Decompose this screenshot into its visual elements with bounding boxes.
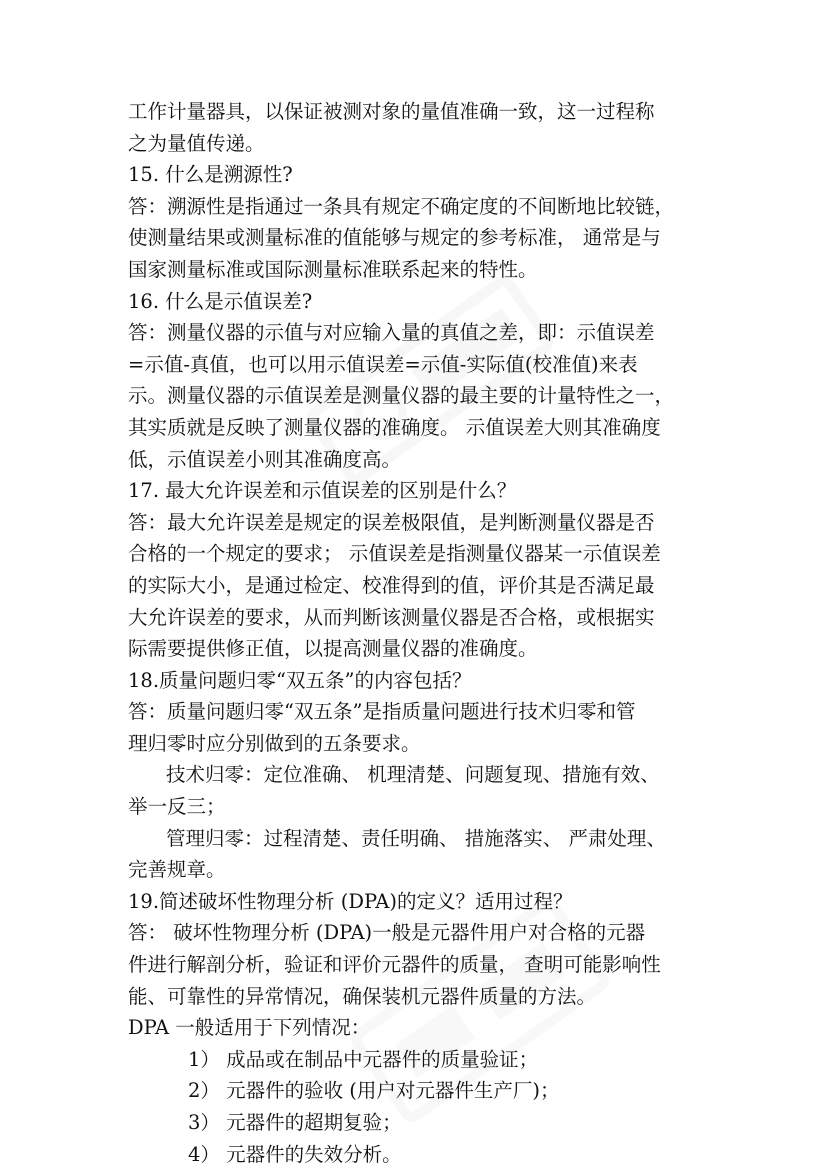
answer-line: 举一反三；: [128, 795, 226, 819]
answer-line: 答： 破坏性物理分析 (DPA)一般是元器件用户对合格的元器: [128, 921, 646, 945]
answer-line: 答：测量仪器的示值与对应输入量的真值之差，即：示值误差: [128, 321, 655, 345]
answer-line: 使测量结果或测量标准的值能够与规定的参考标准， 通常是与: [128, 226, 661, 250]
list-item: 3） 元器件的超期复验；: [188, 1111, 402, 1134]
question-heading: 18.质量问题归零“双五条”的内容包括？: [128, 668, 472, 692]
answer-line: 示。测量仪器的示值误差是测量仪器的最主要的计量特性之一，: [128, 384, 675, 408]
text-line: 工作计量器具，以保证被测对象的量值准确一致，这一过程称: [128, 100, 655, 123]
document-body: [128, 96, 710, 1170]
question-heading: 16. 什么是示值误差?: [128, 289, 313, 313]
indented-line: 技术归零：定位准确、 机理清楚、问题复现、措施有效、: [166, 763, 660, 787]
question-heading: 15. 什么是溯源性?: [128, 163, 293, 187]
answer-line: 的实际大小，是通过检定、校准得到的值，评价其是否满足最: [128, 573, 655, 597]
list-item: 1） 成品或在制品中元器件的质量验证；: [188, 1047, 539, 1071]
indented-line: 管理归零：过程清楚、责任明确、 措施落实、 严肃处理、: [166, 826, 666, 850]
list-item: 4） 元器件的失效分析。: [188, 1142, 402, 1166]
answer-line: 低，示值误差小则其准确度高。: [128, 447, 402, 471]
answer-line: 答：最大允许误差是规定的误差极限值，是判断测量仪器是否: [128, 510, 655, 534]
answer-line: 答：质量问题归零“双五条”是指质量问题进行技术归零和管: [128, 700, 636, 724]
answer-line: 能、可靠性的异常情况，确保装机元器件质量的方法。: [128, 984, 597, 1008]
answer-line: 大允许误差的要求，从而判断该测量仪器是否合格，或根据实: [128, 605, 655, 629]
question-heading: 19.简述破坏性物理分析 (DPA)的定义？适用过程？: [128, 889, 573, 913]
answer-line: 完善规章。: [128, 858, 226, 882]
question-heading: 17. 最大允许误差和示值误差的区别是什么？: [128, 479, 517, 503]
list-item: 2） 元器件的验收 (用户对元器件生产厂)；: [188, 1079, 560, 1103]
answer-line: 国家测量标准或国际测量标准联系起来的特性。: [128, 257, 538, 281]
text-line: 之为量值传递。: [128, 131, 265, 155]
answer-line: 际需要提供修正值，以提高测量仪器的准确度。: [128, 637, 538, 661]
answer-line: 答：溯源性是指通过一条具有规定不确定度的不间断地比较链，: [128, 194, 675, 218]
answer-line: 件进行解剖分析，验证和评价元器件的质量， 查明可能影响性: [128, 953, 661, 977]
answer-line: 理归零时应分别做到的五条要求。: [128, 731, 421, 755]
answer-line: 合格的一个规定的要求； 示值误差是指测量仪器某一示值误差: [128, 542, 661, 566]
answer-line: 其实质就是反映了测量仪器的准确度。 示值误差大则其准确度: [128, 415, 661, 439]
answer-line: =示值-真值，也可以用示值误差=示值-实际值(校准值)来表: [128, 352, 638, 376]
answer-line: DPA 一般适用于下列情况：: [128, 1016, 371, 1040]
